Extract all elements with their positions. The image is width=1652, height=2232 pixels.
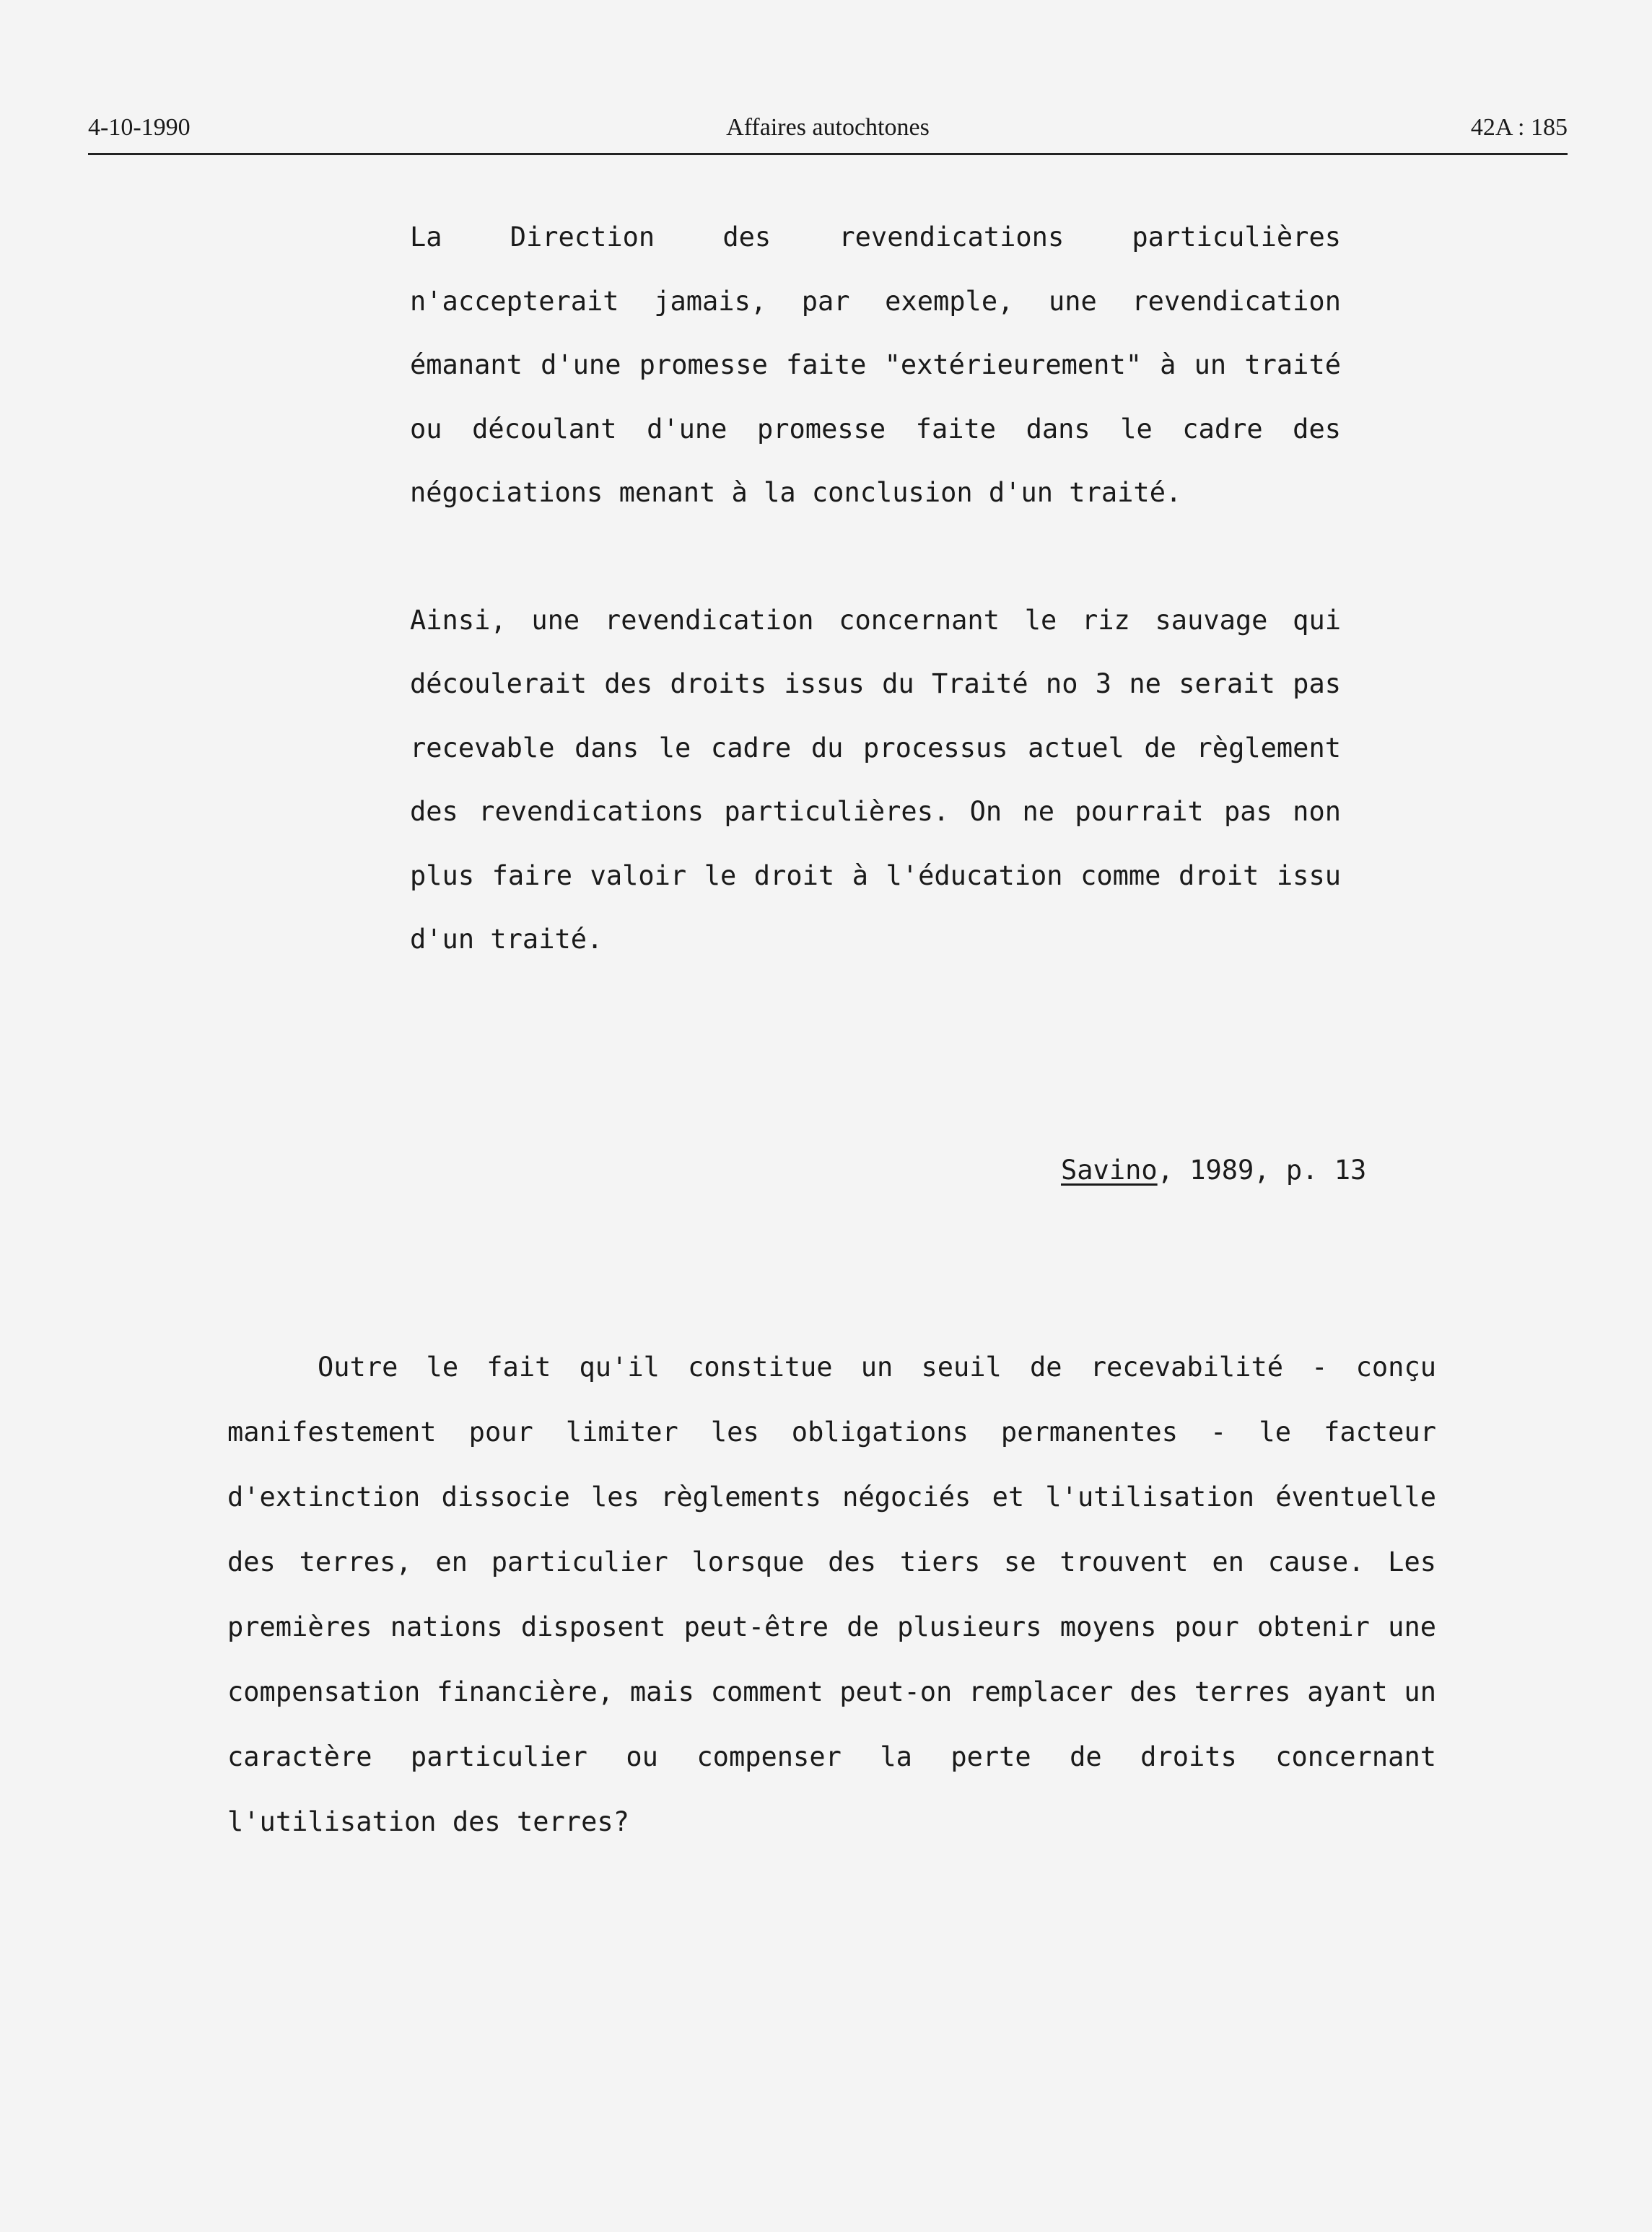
citation-details: , 1989, p. 13 (1157, 1155, 1367, 1186)
quote-paragraph-1: La Direction des revendications particulières n'accepterait jamais, par exemple, une revendication émanant d'une promesse faite "extérieurement" à un traité ou découlant d'une promesse faite dans le cadre des négociations menant à la conclusion d'un traité. (410, 222, 1341, 508)
body-text (227, 1335, 1436, 1855)
citation-source: Savino (1061, 1155, 1158, 1186)
body-paragraph: Outre le fait qu'il constitue un seuil de recevabilité - conçu manifestement pour limiter les obligations permanentes - le facteur d'extinction dissocie les règlements négociés et l'utilisation éventuelle des terres, en particulier lorsque des tiers se trouvent en cause. Les premières nations disposent peut-être de plusieurs moyens pour obtenir une compensation financière, mais comment peut-on remplacer des terres ayant un caractère particulier ou compenser la perte de droits concernant l'utilisation des terres? (227, 1352, 1436, 1837)
header-page-reference: 42A : 185 (1470, 114, 1568, 141)
header-title: Affaires autochtones (726, 114, 930, 141)
header-rule (88, 153, 1568, 155)
quote-paragraph-2: Ainsi, une revendication concernant le riz sauvage qui découlerait des droits issus du Traité no 3 ne serait pas recevable dans le cadre du processus actuel de règlement des revendications particulières. On ne pourrait pas non plus faire valoir le droit à l'éducation comme droit issu d'un traité. (410, 604, 1341, 955)
page-header (88, 114, 1568, 150)
quote-citation (1061, 1155, 1366, 1186)
header-date: 4-10-1990 (88, 114, 191, 141)
block-quote (410, 206, 1341, 972)
